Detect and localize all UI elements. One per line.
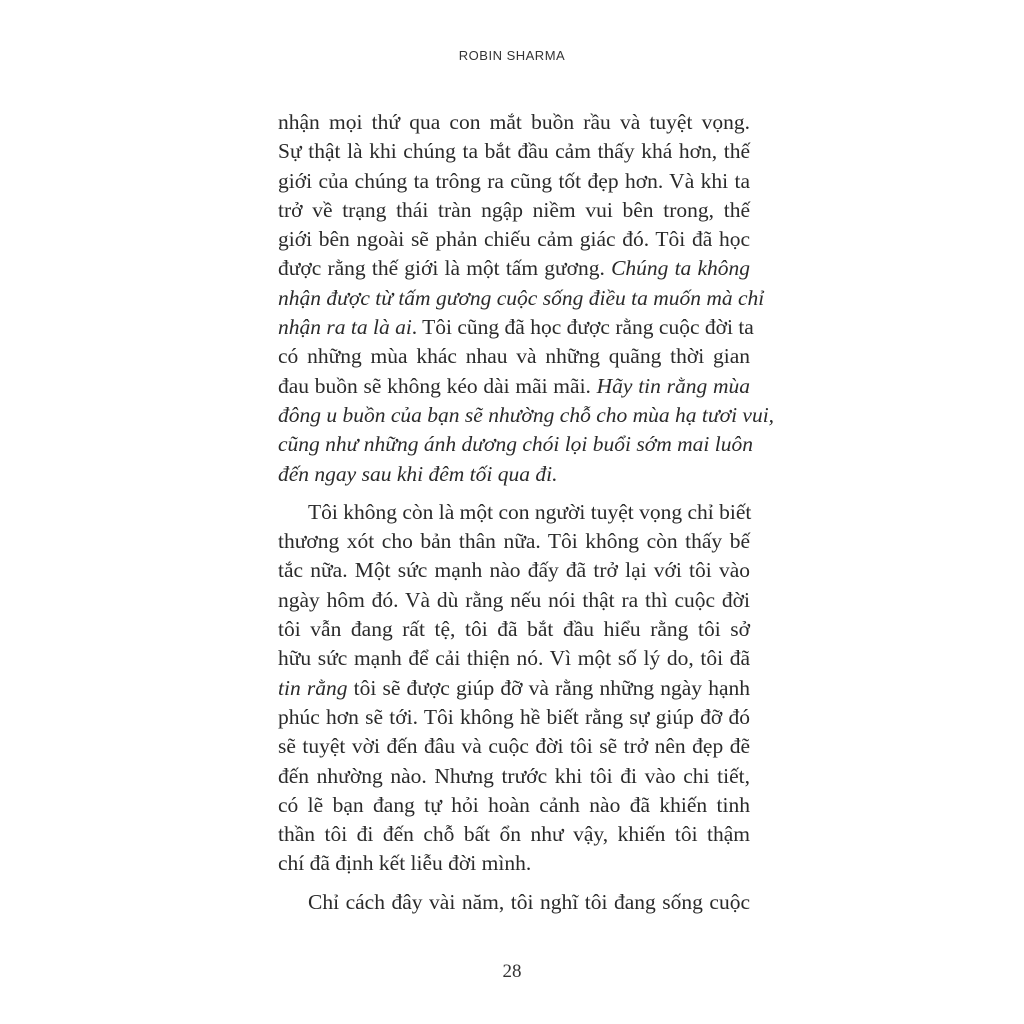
text-line (278, 108, 750, 137)
page-body-text (278, 108, 775, 926)
italic-text: đến ngay sau khi đêm tối qua đi. (278, 461, 558, 486)
italic-text: nhận ra ta là ai (278, 315, 412, 340)
text-segment: được rằng thế giới là một tấm gương. (278, 256, 612, 281)
text-segment: đau buồn sẽ không kéo dài mãi mãi. (278, 373, 597, 398)
text-segment: trở về trạng thái tràn ngập niềm vui bên trong, thế (278, 197, 750, 222)
text-line (278, 888, 750, 917)
text-line (278, 527, 750, 556)
paragraph (278, 498, 750, 879)
text-line (278, 586, 750, 615)
text-segment: Chỉ cách đây vài năm, tôi nghĩ tôi đang sống cuộc (308, 889, 750, 914)
text-segment: sẽ tuyệt vời đến đâu và cuộc đời tôi sẽ trở nên đẹp đẽ (278, 734, 750, 759)
text-line (278, 284, 765, 313)
text-segment: Sự thật là khi chúng ta bắt đầu cảm thấy khá hơn, thế (278, 139, 750, 164)
text-segment: ngày hôm đó. Và dù rằng nếu nói thật ra thì cuộc đời (278, 587, 750, 612)
italic-text: đông u buồn của bạn sẽ nhường chỗ cho mùa hạ tươi vui, (278, 402, 775, 427)
text-segment: có những mùa khác nhau và những quãng thời gian (278, 344, 750, 369)
paragraph (278, 888, 750, 917)
text-line (278, 167, 750, 196)
text-line (278, 820, 750, 849)
text-line (278, 674, 750, 703)
text-line (278, 372, 750, 401)
page-number: 28 (502, 961, 522, 982)
text-segment: nhận mọi thứ qua con mắt buồn rầu và tuyệt vọng. (278, 110, 750, 134)
italic-text: nhận được từ tấm gương cuộc sống điều ta muốn mà chỉ (278, 285, 765, 310)
text-line (278, 196, 750, 225)
text-segment: thần tôi đi đến chỗ bất ổn như vậy, khiến tôi thậm (278, 822, 750, 847)
text-line (278, 762, 750, 791)
running-header-author: ROBIN SHARMA (458, 48, 566, 63)
text-segment: giới của chúng ta trông ra cũng tốt đẹp hơn. Và khi ta (278, 168, 750, 193)
text-line (278, 254, 750, 283)
text-segment: phúc hơn sẽ tới. Tôi không hề biết rằng sự giúp đỡ đó (278, 704, 750, 729)
text-segment: . Tôi cũng đã học được rằng cuộc đời ta (411, 315, 754, 340)
italic-text: Chúng ta không (611, 256, 751, 281)
text-line (278, 849, 750, 878)
text-segment: đến nhường nào. Nhưng trước khi tôi đi vào chi tiết, (278, 763, 750, 788)
text-line (278, 791, 750, 820)
text-segment: Tôi không còn là một con người tuyệt vọng chỉ biết (308, 499, 752, 524)
text-line (278, 225, 750, 254)
text-line (278, 430, 753, 459)
text-line (278, 615, 750, 644)
italic-text: tin rằng (278, 675, 348, 700)
italic-text: Hãy tin rằng mùa (596, 373, 750, 398)
italic-text: cũng như những ánh dương chói lọi buổi sớm mai luôn (278, 432, 753, 457)
text-segment: thương xót cho bản thân nữa. Tôi không còn thấy bế (278, 529, 750, 554)
text-line (278, 460, 750, 489)
text-line (278, 703, 750, 732)
text-line (278, 498, 750, 527)
text-segment: giới bên ngoài sẽ phản chiếu cảm giác đó. Tôi đã học (278, 227, 750, 252)
text-line (278, 313, 754, 342)
text-line (278, 137, 750, 166)
text-segment: có lẽ bạn đang tự hỏi hoàn cảnh nào đã khiến tinh (278, 792, 750, 817)
text-segment: tắc nữa. Một sức mạnh nào đấy đã trở lại với tôi vào (278, 558, 750, 583)
text-segment: chí đã định kết liễu đời mình. (278, 851, 532, 876)
text-line (278, 556, 750, 585)
text-segment: tôi sẽ được giúp đỡ và rằng những ngày hạnh (347, 675, 750, 700)
text-line (278, 401, 775, 430)
text-line (278, 732, 750, 761)
text-line (278, 644, 750, 673)
text-segment: tôi vẫn đang rất tệ, tôi đã bắt đầu hiểu rằng tôi sở (278, 617, 750, 642)
text-line (278, 342, 750, 371)
paragraph (278, 108, 775, 489)
text-segment: hữu sức mạnh để cải thiện nó. Vì một số lý do, tôi đã (278, 646, 750, 671)
